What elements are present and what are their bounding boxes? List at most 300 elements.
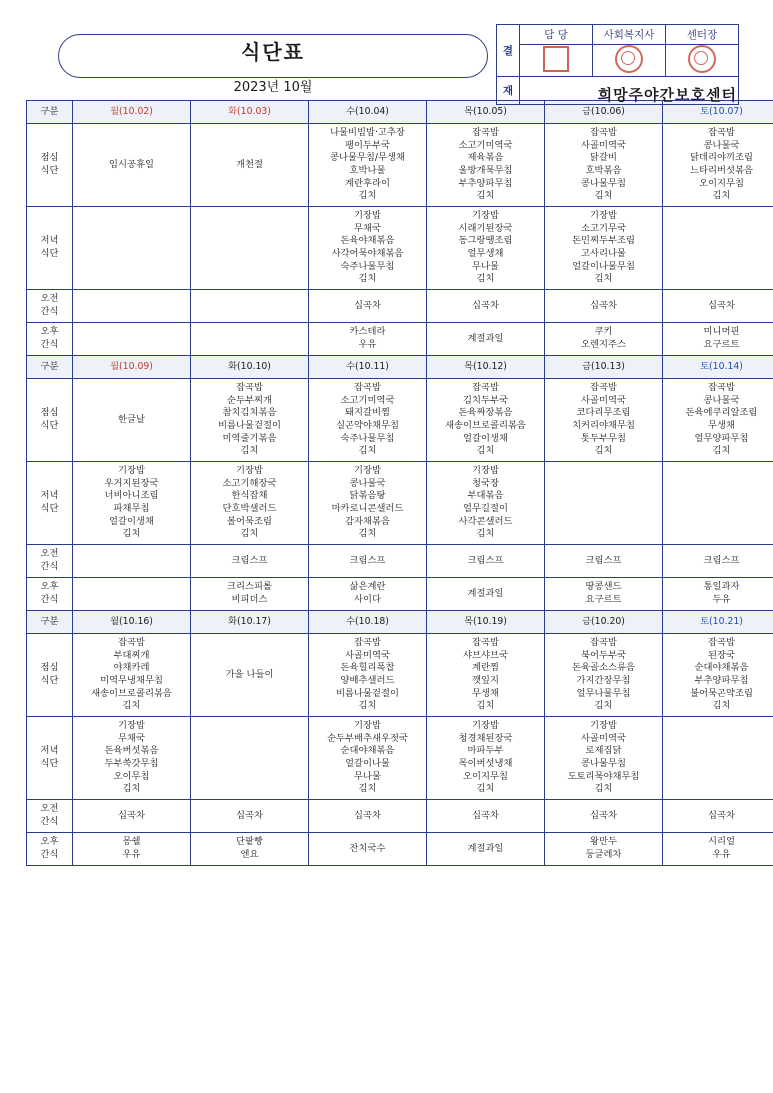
week-header-row	[27, 611, 773, 634]
menu-item: 호박나물	[349, 165, 386, 176]
menu-item: 김치	[476, 273, 495, 285]
menu-item: 잡곡밥	[708, 127, 735, 139]
dinner-cell	[73, 207, 191, 290]
menu-item: 오이지무침	[463, 770, 508, 782]
menu-item: 얼갈이나물	[345, 758, 390, 769]
menu-item: 실곤약야채무침	[336, 420, 399, 431]
dinner-cell	[545, 462, 663, 545]
menu-item: 김치	[240, 528, 259, 540]
row-label-afternoon-snack	[27, 833, 73, 866]
row-label-line: 저녁	[40, 745, 59, 757]
menu-item: 소고기미역국	[340, 394, 395, 406]
menu-item: 부추양파무침	[458, 177, 513, 189]
row-label-line: 식단	[40, 420, 59, 431]
am_snack-cell	[663, 290, 773, 323]
row-label-lunch	[27, 379, 73, 462]
menu-item: 무생채	[472, 687, 499, 699]
menu-item: 사이다	[354, 594, 381, 605]
menu-item: 십곡차	[708, 809, 735, 821]
pm_snack-cell	[663, 833, 773, 866]
dinner-cell	[309, 462, 427, 545]
menu-item: 한글날	[118, 413, 145, 425]
row-label-line: 간식	[40, 816, 59, 827]
menu-item: 잡곡밥	[118, 637, 145, 649]
row-label-line: 식단	[40, 165, 59, 176]
menu-item: 돈육짜장볶음	[458, 407, 513, 419]
seal-stamp-icon	[615, 45, 643, 73]
menu-item: 카스테라	[349, 326, 386, 338]
menu-table	[26, 100, 773, 866]
week-header-row	[27, 356, 773, 379]
menu-item: 통일과자	[703, 581, 740, 593]
menu-item: 돈육힐리폭찹	[340, 662, 395, 674]
menu-item: 왕만두	[590, 836, 617, 848]
day-header-cell: 화(10.10)	[191, 356, 309, 379]
menu-item: 잔치국수	[349, 842, 386, 854]
menu-item: 목이버섯냉채	[458, 758, 513, 769]
menu-item: 사각콘샐러드	[458, 515, 513, 527]
menu-item: 돈육버섯볶음	[104, 745, 159, 757]
day-header-cell: 금(10.06)	[545, 101, 663, 124]
menu-item: 야채카레	[113, 662, 150, 674]
menu-row-am-snack	[27, 545, 773, 578]
menu-item: 김치	[594, 700, 613, 712]
menu-item: 돈육에쿠리알조림	[685, 407, 758, 419]
menu-item: 잡곡밥	[708, 637, 735, 649]
row-label-line: 식단	[40, 758, 59, 769]
day-header-cell: 수(10.18)	[309, 611, 427, 634]
day-header-cell: 목(10.12)	[427, 356, 545, 379]
menu-item: 깻잎지	[472, 675, 499, 686]
row-label-line: 오후	[40, 836, 59, 848]
day-header-cell: 월(10.16)	[73, 611, 191, 634]
menu-item: 숙주나물무침	[340, 432, 395, 444]
menu-item: 나물비빔밥·고추장	[330, 127, 405, 139]
menu-item: 크림스프	[349, 554, 386, 566]
pm_snack-cell	[545, 323, 663, 356]
menu-item: 잡곡밥	[590, 127, 617, 139]
am_snack-cell	[545, 800, 663, 833]
row-label-dinner	[27, 207, 73, 290]
row-label-line: 오후	[40, 581, 59, 593]
menu-item: 호박볶음	[585, 165, 622, 176]
menu-item: 돈육골소스류음	[572, 662, 635, 674]
row-label-line: 간식	[40, 339, 59, 350]
pm_snack-cell	[545, 833, 663, 866]
menu-item: 불어묵곤약조림	[690, 687, 753, 699]
menu-item: 김치	[358, 783, 377, 795]
menu-item: 톳두부무침	[581, 432, 626, 444]
row-label-line: 오후	[40, 326, 59, 338]
approval-stamp-cell-2	[593, 45, 666, 77]
menu-item: 참치김치볶음	[222, 407, 277, 419]
menu-item: 잡곡밥	[354, 382, 381, 394]
seal-stamp-icon	[688, 45, 716, 73]
dinner-cell	[663, 462, 773, 545]
am_snack-cell	[309, 290, 427, 323]
menu-item: 십곡차	[590, 809, 617, 821]
row-label-line: 점심	[40, 662, 59, 674]
menu-item: 오렌지주스	[581, 339, 626, 350]
menu-item: 미역줄기볶음	[222, 432, 277, 444]
pm_snack-cell	[73, 323, 191, 356]
menu-item: 김치	[594, 190, 613, 202]
menu-item: 십곡차	[118, 809, 145, 821]
approval-col-1: 담 당	[520, 25, 593, 45]
row-label-lunch	[27, 634, 73, 717]
menu-item: 십곡차	[354, 809, 381, 821]
approval-label-1: 결	[497, 25, 520, 77]
menu-item: 얼무나물무침	[576, 687, 631, 699]
menu-item: 고사리나물	[581, 248, 626, 259]
menu-item: 김치	[594, 783, 613, 795]
lunch-cell	[545, 634, 663, 717]
menu-item: 사각어묵야채볶음	[331, 248, 404, 259]
menu-item: 요구르트	[703, 339, 740, 350]
page-title: 식단표	[241, 40, 305, 64]
menu-row-pm-snack	[27, 578, 773, 611]
day-header-cell: 토(10.21)	[663, 611, 773, 634]
row-label-line: 점심	[40, 152, 59, 164]
header-label-cell: 구분	[27, 101, 73, 124]
seal-stamp-icon	[543, 46, 569, 72]
menu-item: 소고기해장국	[222, 477, 277, 489]
row-label-line: 점심	[40, 407, 59, 419]
approval-label-2: 재	[497, 77, 520, 105]
menu-item: 잡곡밥	[236, 382, 263, 394]
day-header-cell: 목(10.05)	[427, 101, 545, 124]
am_snack-cell	[191, 545, 309, 578]
menu-item: 계절과일	[467, 332, 504, 344]
dinner-cell	[309, 717, 427, 800]
am_snack-cell	[73, 545, 191, 578]
menu-item: 김치	[358, 190, 377, 202]
pm_snack-cell	[191, 833, 309, 866]
menu-item: 사골미역국	[581, 732, 626, 744]
menu-row-pm-snack	[27, 323, 773, 356]
menu-item: 볼어묵조림	[227, 515, 272, 527]
pm_snack-cell	[427, 323, 545, 356]
menu-item: 기장밥	[472, 720, 499, 732]
menu-item: 순대야채볶음	[340, 745, 395, 757]
lunch-cell	[73, 634, 191, 717]
row-label-morning-snack	[27, 290, 73, 323]
dinner-cell	[427, 462, 545, 545]
menu-item: 십곡차	[354, 299, 381, 311]
menu-item: 개천절	[236, 158, 263, 170]
approval-col-3: 센터장	[666, 25, 739, 45]
menu-item: 기장밥	[590, 720, 617, 732]
menu-item: 잡곡밥	[708, 382, 735, 394]
row-label-line: 오전	[40, 293, 59, 305]
menu-item: 김치	[712, 700, 731, 712]
dinner-cell	[545, 207, 663, 290]
menu-item: 잡곡밥	[590, 382, 617, 394]
lunch-cell	[309, 634, 427, 717]
menu-item: 엔요	[240, 849, 259, 860]
am_snack-cell	[191, 290, 309, 323]
menu-item: 기장밥	[354, 720, 381, 732]
menu-item: 무채국	[118, 732, 145, 744]
row-label-morning-snack	[27, 545, 73, 578]
menu-item: 십곡차	[236, 809, 263, 821]
menu-item: 사골미역국	[581, 394, 626, 406]
day-header-cell: 토(10.14)	[663, 356, 773, 379]
menu-item: 콩나물국	[703, 394, 740, 406]
menu-item: 얼무길절이	[463, 503, 508, 514]
menu-item: 두유	[712, 594, 731, 605]
menu-item: 김치	[358, 273, 377, 285]
row-label-line: 간식	[40, 594, 59, 605]
row-label-line: 식단	[40, 248, 59, 259]
row-label-line: 간식	[40, 306, 59, 317]
pm_snack-cell	[73, 833, 191, 866]
menu-item: 시래기된장국	[458, 222, 513, 234]
menu-item: 김치	[712, 190, 731, 202]
lunch-cell	[73, 124, 191, 207]
menu-item: 파채무침	[113, 503, 150, 514]
menu-item: 기장밥	[354, 210, 381, 222]
day-header-cell: 수(10.11)	[309, 356, 427, 379]
menu-item: 무나물	[354, 770, 381, 782]
day-header-cell: 목(10.19)	[427, 611, 545, 634]
menu-item: 기장밥	[472, 210, 499, 222]
menu-item: 콩나물국	[349, 477, 386, 489]
dinner-cell	[73, 462, 191, 545]
menu-item: 제육볶음	[467, 152, 504, 164]
menu-item: 콩나물무침	[581, 758, 626, 769]
menu-item: 청국장	[472, 477, 499, 489]
menu-item: 비피더스	[231, 594, 268, 605]
approval-col-2: 사회복지사	[593, 25, 666, 45]
menu-item: 순대야채볶음	[694, 662, 749, 674]
dinner-cell	[191, 717, 309, 800]
menu-item: 기장밥	[354, 465, 381, 477]
day-header-cell: 금(10.13)	[545, 356, 663, 379]
menu-item: 마카로니콘샐러드	[331, 503, 404, 514]
menu-item: 크리스피롤	[227, 581, 272, 593]
header-label-cell: 구분	[27, 356, 73, 379]
menu-item: 김치	[358, 700, 377, 712]
lunch-cell	[663, 379, 773, 462]
menu-item: 김치	[122, 700, 141, 712]
menu-item: 얼갈이나물무침	[572, 260, 635, 272]
menu-item: 부대찌개	[113, 649, 150, 661]
pm_snack-cell	[191, 323, 309, 356]
menu-item: 콩나물무침/무생채	[330, 152, 405, 164]
menu-item: 감자채볶음	[345, 515, 390, 527]
lunch-cell	[191, 124, 309, 207]
menu-item: 양배추샐러드	[340, 675, 395, 686]
menu-item: 기장밥	[118, 720, 145, 732]
row-label-line: 저녁	[40, 490, 59, 502]
row-label-line: 간식	[40, 561, 59, 572]
menu-item: 얼무양파무침	[694, 432, 749, 444]
menu-row-am-snack	[27, 800, 773, 833]
am_snack-cell	[545, 290, 663, 323]
menu-item: 우유	[358, 339, 377, 350]
menu-item: 십곡차	[472, 809, 499, 821]
am_snack-cell	[427, 290, 545, 323]
approval-stamp-cell-1	[520, 45, 593, 77]
menu-item: 우거지된장국	[104, 477, 159, 489]
menu-item: 새송이브로콜리볶음	[445, 420, 526, 431]
pm_snack-cell	[663, 578, 773, 611]
am_snack-cell	[663, 545, 773, 578]
menu-item: 순두부배추새우젓국	[327, 732, 408, 744]
day-header-cell: 토(10.07)	[663, 101, 773, 124]
menu-item: 북어두부국	[581, 649, 626, 661]
menu-item: 계절과일	[467, 587, 504, 599]
lunch-cell	[663, 124, 773, 207]
dinner-cell	[73, 717, 191, 800]
lunch-cell	[545, 379, 663, 462]
menu-item: 무채국	[354, 222, 381, 234]
lunch-cell	[309, 379, 427, 462]
menu-item: 김치	[358, 528, 377, 540]
menu-row-pm-snack	[27, 833, 773, 866]
am_snack-cell	[663, 800, 773, 833]
menu-item: 콩나물국	[703, 139, 740, 151]
pm_snack-cell	[309, 578, 427, 611]
am_snack-cell	[427, 800, 545, 833]
menu-item: 무생채	[708, 420, 735, 431]
menu-item: 도토리묵야채무침	[567, 770, 640, 782]
lunch-cell	[73, 379, 191, 462]
menu-item: 김치	[594, 445, 613, 457]
menu-item: 김치	[712, 445, 731, 457]
menu-item: 가을 나들이	[225, 668, 274, 680]
lunch-cell	[191, 634, 309, 717]
menu-item: 크림스프	[585, 554, 622, 566]
menu-item: 둥글레차	[585, 849, 622, 860]
am_snack-cell	[309, 800, 427, 833]
lunch-cell	[427, 124, 545, 207]
menu-item: 소고기무국	[581, 222, 626, 234]
menu-item: 비름나물겉절이	[218, 420, 281, 431]
menu-item: 몽쉘	[122, 836, 141, 848]
day-header-cell: 화(10.03)	[191, 101, 309, 124]
menu-item: 청경채된장국	[458, 732, 513, 744]
row-label-afternoon-snack	[27, 578, 73, 611]
menu-item: 십곡차	[472, 299, 499, 311]
menu-item: 김치	[476, 528, 495, 540]
row-label-line: 식단	[40, 675, 59, 686]
lunch-cell	[309, 124, 427, 207]
menu-item: 김치	[476, 445, 495, 457]
document-header	[26, 18, 747, 104]
pm_snack-cell	[73, 578, 191, 611]
lunch-cell	[663, 634, 773, 717]
day-header-cell: 화(10.17)	[191, 611, 309, 634]
lunch-cell	[191, 379, 309, 462]
pm_snack-cell	[309, 833, 427, 866]
dinner-cell	[545, 717, 663, 800]
menu-item: 미니머핀	[703, 326, 740, 338]
row-label-morning-snack	[27, 800, 73, 833]
am_snack-cell	[545, 545, 663, 578]
row-label-line: 식단	[40, 503, 59, 514]
menu-item: 기장밥	[118, 465, 145, 477]
menu-row-am-snack	[27, 290, 773, 323]
menu-item: 얼갈이생채	[463, 432, 508, 444]
menu-item: 기장밥	[236, 465, 263, 477]
pm_snack-cell	[427, 833, 545, 866]
menu-item: 계란후라이	[345, 177, 390, 189]
menu-row-dinner	[27, 717, 773, 800]
menu-item: 부대볶음	[467, 490, 504, 502]
menu-item: 김치	[240, 445, 259, 457]
menu-item: 땅콩샌드	[585, 581, 622, 593]
menu-item: 시리얼	[708, 836, 735, 848]
menu-item: 김치	[476, 190, 495, 202]
menu-item: 김치	[594, 273, 613, 285]
center-name: 희망주야간보호센터	[597, 86, 737, 104]
menu-item: 울방개묵무침	[458, 165, 513, 176]
day-header-cell: 월(10.09)	[73, 356, 191, 379]
menu-item: 마파두부	[467, 745, 504, 757]
menu-row-lunch	[27, 634, 773, 717]
menu-item: 김치	[122, 528, 141, 540]
am_snack-cell	[73, 800, 191, 833]
menu-item: 닭볶음탕	[349, 490, 386, 502]
menu-item: 잡곡밥	[472, 382, 499, 394]
lunch-cell	[427, 634, 545, 717]
menu-item: 김치	[358, 445, 377, 457]
day-header-cell: 수(10.04)	[309, 101, 427, 124]
dinner-cell	[427, 717, 545, 800]
row-label-line: 저녁	[40, 235, 59, 247]
menu-item: 돈육야채볶음	[340, 235, 395, 247]
menu-item: 치커리야채무침	[572, 420, 635, 431]
day-header-cell: 월(10.02)	[73, 101, 191, 124]
pm_snack-cell	[663, 323, 773, 356]
pm_snack-cell	[309, 323, 427, 356]
menu-item: 계란찜	[472, 662, 499, 674]
menu-item: 크림스프	[467, 554, 504, 566]
menu-item: 잡곡밥	[472, 127, 499, 139]
pm_snack-cell	[427, 578, 545, 611]
row-label-line: 오전	[40, 548, 59, 560]
menu-item: 김치	[476, 783, 495, 795]
menu-item: 김치두부국	[463, 394, 508, 406]
menu-item: 로제짐닭	[585, 745, 622, 757]
menu-item: 잡곡밥	[472, 637, 499, 649]
dinner-cell	[309, 207, 427, 290]
menu-item: 삶은계란	[349, 581, 386, 593]
menu-row-lunch	[27, 379, 773, 462]
menu-item: 두부쑥갓무침	[104, 758, 159, 769]
menu-item: 샤브샤브국	[463, 649, 508, 661]
menu-item: 된장국	[708, 649, 735, 661]
menu-item: 무나물	[472, 260, 499, 272]
menu-item: 기장밥	[472, 465, 499, 477]
approval-stamp-cell-3	[666, 45, 739, 77]
menu-item: 계절과일	[467, 842, 504, 854]
day-header-cell: 금(10.20)	[545, 611, 663, 634]
am_snack-cell	[309, 545, 427, 578]
menu-item: 동그랑땡조림	[458, 235, 513, 247]
menu-item: 십곡차	[590, 299, 617, 311]
menu-item: 크림스프	[231, 554, 268, 566]
dinner-cell	[663, 717, 773, 800]
am_snack-cell	[427, 545, 545, 578]
menu-item: 너비아니조림	[104, 490, 159, 502]
pm_snack-cell	[545, 578, 663, 611]
menu-item: 부추양파무침	[694, 675, 749, 686]
menu-item: 단호박샐러드	[222, 503, 277, 514]
menu-item: 잡곡밥	[354, 637, 381, 649]
